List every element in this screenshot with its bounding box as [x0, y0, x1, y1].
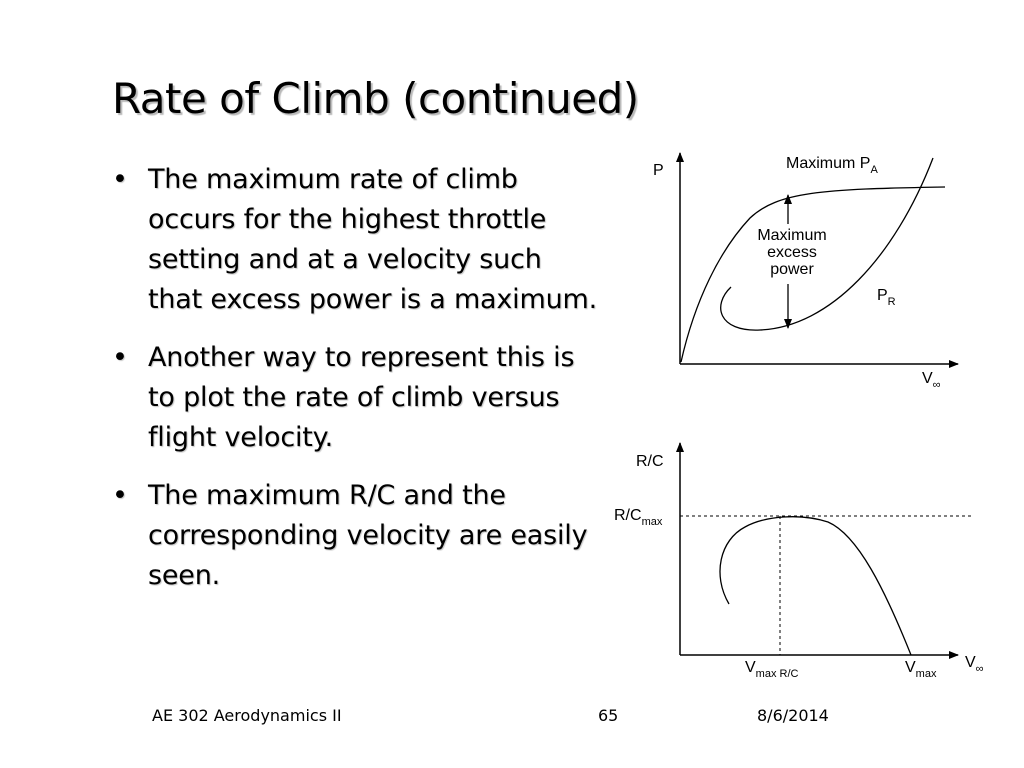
excess-power-label: power: [770, 261, 814, 278]
v-max-label: $V_{max}$: [905, 659, 937, 680]
bullet-text: The maximum R/C and the corresponding velocity are easily seen.: [148, 480, 588, 591]
rate-of-climb-curve: [720, 517, 911, 655]
bullet-marker: •: [112, 480, 128, 511]
power-required-curve: [721, 158, 933, 330]
footer-date: 8/6/2014: [757, 706, 829, 725]
power-available-label: Maximum $P_A$: [786, 155, 878, 176]
rc-max-label: $R/C_{max}$: [614, 507, 663, 528]
bullet-text: Another way to represent this is to plot the rate of climb versus flight velocity.: [148, 342, 575, 453]
power-required-label: $P_R$: [877, 287, 896, 308]
footer-page-number: 65: [598, 706, 619, 725]
excess-power-label: excess: [767, 244, 817, 261]
excess-power-label: Maximum: [757, 227, 827, 244]
power-required-available-diagram: [653, 153, 958, 391]
power-x-axis-label: $V_\infty$: [922, 370, 941, 391]
footer-course: AE 302 Aerodynamics II: [152, 706, 342, 725]
rate-of-climb-diagram: [614, 443, 984, 680]
slide-title: Rate of Climb (continued): [112, 74, 639, 123]
bullet-text: The maximum rate of climb occurs for the highest throttle setting and at a velocity such that excess power is a maximum.: [148, 164, 597, 315]
v-max-rc-label: $V_{max R/C}$: [745, 659, 799, 680]
rc-x-axis-label: $V_\infty$: [965, 654, 984, 675]
bullet-marker: •: [112, 342, 128, 373]
bullet-marker: •: [112, 164, 128, 195]
rc-y-axis-label: R/C: [636, 453, 664, 470]
power-y-axis-label: P: [653, 162, 664, 179]
